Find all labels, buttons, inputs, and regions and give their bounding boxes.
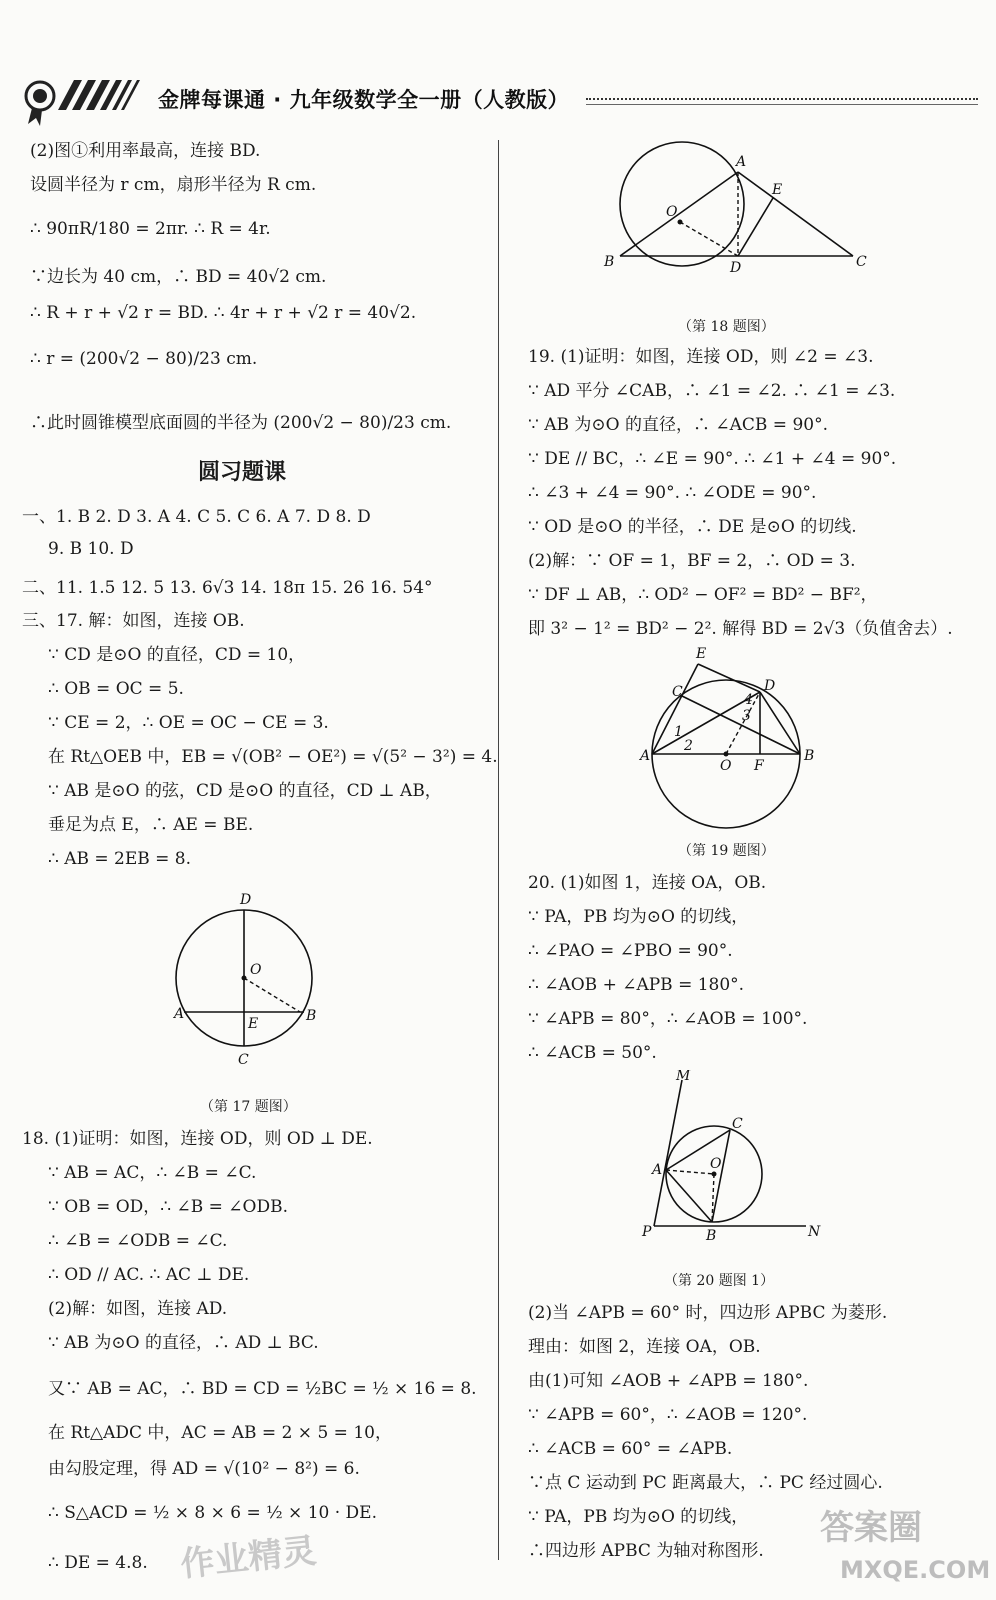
- text-line: ∵ OD 是⊙O 的半径，∴ DE 是⊙O 的切线.: [528, 517, 857, 537]
- text-line: ∴ ∠AOB + ∠APB = 180°.: [528, 975, 745, 995]
- text-line: ∵ AD 平分 ∠CAB，∴ ∠1 = ∠2. ∴ ∠1 = ∠3.: [528, 381, 896, 401]
- text-line: ∴ ∠ACB = 50°.: [528, 1043, 657, 1063]
- fig17-label-o: O: [250, 962, 262, 978]
- text-line: 垂足为点 E，∴ AE = BE.: [48, 815, 254, 835]
- text-line: ∴ ∠PAO = ∠PBO = 90°.: [528, 941, 733, 961]
- text-line: 20. (1)如图 1，连接 OA，OB.: [528, 873, 767, 893]
- text-line: ∴ r = (200√2 − 80)/23 cm.: [30, 349, 258, 369]
- text-line: 又∵ AB = AC，∴ BD = CD = ½BC = ½ × 16 = 8.: [48, 1379, 477, 1399]
- figure-caption: （第 17 题图）: [200, 1099, 297, 1115]
- fig19-label-2: 2: [684, 738, 693, 754]
- text-line: ∴ S△ACD = ½ × 8 × 6 = ½ × 10 · DE.: [48, 1503, 377, 1523]
- fig17-label-b: B: [306, 1008, 317, 1024]
- text-line: (2)当 ∠APB = 60° 时，四边形 APBC 为菱形.: [528, 1303, 888, 1323]
- text-line: ∴ R + r + √2 r = BD. ∴ 4r + r + √2 r = 40√2.: [30, 303, 417, 323]
- fig18-label-a: A: [736, 154, 747, 170]
- fig19-label-e: E: [696, 646, 707, 662]
- figure-caption: （第 20 题图 1）: [664, 1273, 775, 1289]
- text-line: ∵ PA，PB 均为⊙O 的切线，: [528, 1507, 749, 1527]
- column-divider: [498, 140, 499, 1560]
- fig20-label-n: N: [808, 1224, 821, 1240]
- fig20-label-p: P: [642, 1224, 652, 1240]
- text-line: ∴ ∠ACB = 60° = ∠APB.: [528, 1439, 733, 1459]
- text-line: ∵ DE // BC，∴ ∠E = 90°. ∴ ∠1 + ∠4 = 90°.: [528, 449, 897, 469]
- text-line: ∵点 C 运动到 PC 距离最大，∴ PC 经过圆心.: [528, 1473, 883, 1493]
- text-line: ∵ AB 为⊙O 的直径，∴ AD ⊥ BC.: [48, 1333, 319, 1353]
- fig19-label-b: B: [804, 748, 815, 764]
- text-line: ∴ OD // AC. ∴ AC ⊥ DE.: [48, 1265, 250, 1285]
- fig19-label-3: 3: [742, 708, 751, 724]
- fig20-label-o: O: [710, 1156, 722, 1172]
- text-line: ∵边长为 40 cm，∴ BD = 40√2 cm.: [30, 267, 327, 287]
- text-line: (2)解：如图，连接 AD.: [48, 1299, 228, 1319]
- text-line: ∴ ∠B = ∠ODB = ∠C.: [48, 1231, 228, 1251]
- text-line: ∵ ∠APB = 60°，∴ ∠AOB = 120°.: [528, 1405, 808, 1425]
- figure-17: [172, 888, 342, 1088]
- watermark-brand: 答案圈: [820, 1508, 922, 1548]
- answer-line: 二、11. 1.5 12. 5 13. 6√3 14. 18π 15. 26 16. 54°: [22, 578, 433, 598]
- text-line: 理由：如图 2，连接 OA，OB.: [528, 1337, 761, 1357]
- fig19-label-1: 1: [674, 724, 683, 740]
- text-line: ∴此时圆锥模型底面圆的半径为 (200√2 − 80)/23 cm.: [30, 413, 452, 433]
- text-line: ∴ 90πR/180 = 2πr. ∴ R = 4r.: [30, 219, 271, 239]
- text-line: 设圆半径为 r cm，扇形半径为 R cm.: [30, 175, 317, 195]
- answer-line: 9. B 10. D: [48, 539, 134, 559]
- figure-18: [598, 140, 888, 280]
- text-line: ∵ CD 是⊙O 的直径，CD = 10，: [48, 645, 306, 665]
- fig18-label-o: O: [666, 204, 678, 220]
- fig18-label-b: B: [604, 254, 615, 270]
- text-line: ∵ AB 是⊙O 的弦，CD 是⊙O 的直径，CD ⊥ AB，: [48, 781, 442, 801]
- text-line: ∵ DF ⊥ AB，∴ OD² − OF² = BD² − BF²，: [528, 585, 878, 605]
- header-rule: [586, 98, 978, 105]
- text-line: (2)图①利用率最高，连接 BD.: [30, 141, 261, 161]
- text-line: 由(1)可知 ∠AOB + ∠APB = 180°.: [528, 1371, 809, 1391]
- text-line: ∴ DE = 4.8.: [48, 1553, 148, 1573]
- text-line: ∵ AB = AC，∴ ∠B = ∠C.: [48, 1163, 257, 1183]
- figure-20: [638, 1070, 838, 1250]
- text-line: 由勾股定理，得 AD = √(10² − 8²) = 6.: [48, 1459, 360, 1479]
- text-line: ∵ AB 为⊙O 的直径，∴ ∠ACB = 90°.: [528, 415, 828, 435]
- text-line: 18. (1)证明：如图，连接 OD，则 OD ⊥ DE.: [22, 1129, 373, 1149]
- header-title: 金牌每课通 · 九年级数学全一册（人教版）: [158, 88, 570, 112]
- figure-caption: （第 19 题图）: [678, 843, 775, 859]
- fig17-label-d: D: [240, 892, 252, 908]
- text-line: 在 Rt△OEB 中，EB = √(OB² − OE²) = √(5² − 3²) = 4.: [48, 747, 498, 767]
- fig20-label-c: C: [732, 1116, 743, 1132]
- text-line: 即 3² − 1² = BD² − 2². 解得 BD = 2√3（负值舍去）.: [528, 619, 953, 639]
- text-line: ∴ ∠3 + ∠4 = 90°. ∴ ∠ODE = 90°.: [528, 483, 817, 503]
- fig18-label-d: D: [730, 260, 742, 276]
- fig17-label-c: C: [238, 1052, 249, 1068]
- text-line: (2)解：∵ OF = 1，BF = 2，∴ OD = 3.: [528, 551, 856, 571]
- text-line: ∵ ∠APB = 80°，∴ ∠AOB = 100°.: [528, 1009, 808, 1029]
- page-header: [18, 72, 978, 128]
- watermark-site: MXQE.COM: [840, 1556, 991, 1584]
- fig20-label-a: A: [652, 1162, 663, 1178]
- text-line: 19. (1)证明：如图，连接 OD，则 ∠2 = ∠3.: [528, 347, 874, 367]
- watermark-stamp: 作业精灵: [178, 1530, 319, 1585]
- fig19-label-a: A: [640, 748, 651, 764]
- text-line: ∵ CE = 2，∴ OE = OC − CE = 3.: [48, 713, 329, 733]
- fig19-label-4: 4: [744, 692, 753, 708]
- fig18-label-c: C: [856, 254, 867, 270]
- fig19-label-f: F: [754, 758, 764, 774]
- fig20-label-m: M: [676, 1070, 691, 1084]
- text-line: ∵ OB = OD，∴ ∠B = ∠ODB.: [48, 1197, 288, 1217]
- text-line: ∵ PA，PB 均为⊙O 的切线，: [528, 907, 749, 927]
- fig19-label-c: C: [672, 684, 683, 700]
- section-title: 圆习题课: [198, 460, 287, 485]
- fig20-label-b: B: [706, 1228, 717, 1244]
- text-line: ∴四边形 APBC 为轴对称图形.: [528, 1541, 764, 1561]
- figure-19: [638, 644, 828, 854]
- fig18-label-e: E: [772, 182, 783, 198]
- answer-line: 一、1. B 2. D 3. A 4. C 5. C 6. A 7. D 8. D: [22, 507, 371, 527]
- medal-logo-icon: [18, 72, 143, 128]
- text-line: ∴ AB = 2EB = 8.: [48, 849, 192, 869]
- fig17-label-e: E: [248, 1016, 259, 1032]
- fig19-label-o: O: [720, 758, 732, 774]
- fig19-label-d: D: [764, 678, 776, 694]
- text-line: ∴ OB = OC = 5.: [48, 679, 184, 699]
- fig17-label-a: A: [174, 1006, 185, 1022]
- text-line: 在 Rt△ADC 中，AC = AB = 2 × 5 = 10，: [48, 1423, 392, 1443]
- figure-caption: （第 18 题图）: [678, 319, 775, 335]
- text-line: 三、17. 解：如图，连接 OB.: [22, 611, 245, 631]
